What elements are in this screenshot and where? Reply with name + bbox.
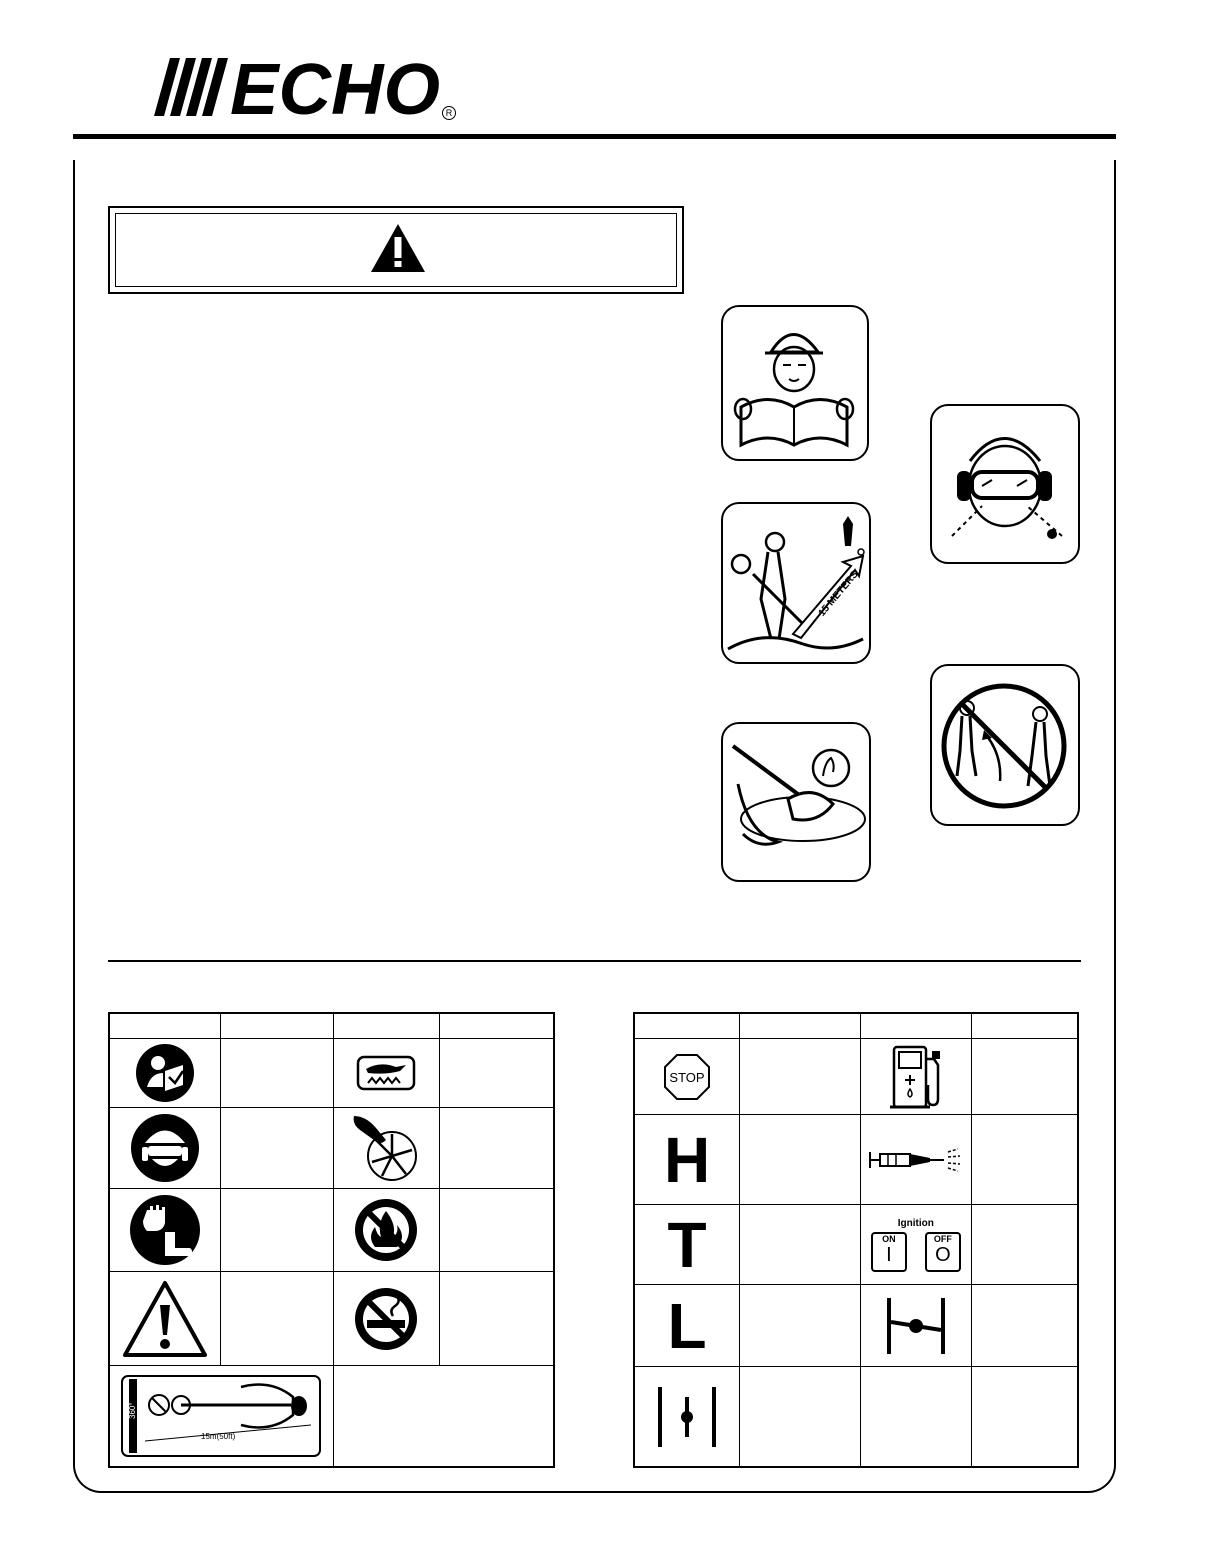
table-row: [634, 1039, 1078, 1115]
stop-label: STOP: [669, 1069, 705, 1085]
table-row: [634, 1285, 1078, 1367]
table-row: [634, 1115, 1078, 1205]
helmet-goggles-icon: [130, 1113, 200, 1183]
ignition-title: Ignition: [897, 1217, 934, 1229]
read-manual-icon: [135, 1043, 195, 1103]
grease-gun-icon: [866, 1148, 966, 1172]
ignition-off-label: OFF: [933, 1233, 952, 1244]
table-row: [109, 1188, 554, 1271]
no-bystanders-pictogram-icon: [930, 664, 1080, 826]
table-row: [109, 1039, 554, 1108]
ignition-on-label: ON: [882, 1233, 896, 1244]
brand-name: ECHO: [230, 52, 440, 122]
table-header-row: [109, 1013, 554, 1039]
letter-h-icon: H: [663, 1123, 711, 1196]
right-symbol-table: [633, 1012, 1079, 1468]
hand-rotating-blade-icon: [350, 1112, 422, 1184]
distance-360-symbol-icon: [121, 1375, 321, 1457]
keep-hands-away-pictogram-icon: [721, 722, 871, 882]
no-smoking-icon: [353, 1286, 419, 1352]
section-rule: [108, 960, 1081, 962]
fifteen-meters-distance-pictogram-icon: [721, 502, 871, 664]
registered-mark: R: [442, 106, 456, 120]
hand-blade-icon: [356, 1055, 416, 1091]
table-header-row: [634, 1013, 1078, 1039]
read-manual-pictogram-icon: [721, 305, 869, 461]
stop-sign-icon: [663, 1053, 711, 1101]
table-row: [109, 1271, 554, 1366]
distance-label: 15 METERS: [816, 569, 861, 619]
ignition-off-symbol: O: [935, 1243, 951, 1266]
choke-closed-icon: [883, 1296, 949, 1356]
table-row: [109, 1366, 554, 1467]
eye-ear-protection-pictogram-icon: [930, 404, 1080, 564]
table-row: [634, 1205, 1078, 1285]
gloves-boots-icon: [129, 1194, 201, 1266]
choke-open-icon: [652, 1385, 722, 1449]
letter-l-icon: L: [667, 1289, 707, 1362]
letter-t-icon: T: [667, 1208, 707, 1281]
angle-label: 360°: [128, 1402, 138, 1420]
fuel-pump-icon: [888, 1043, 944, 1111]
ignition-switch-icon: [871, 1218, 961, 1272]
warning-triangle-icon: [122, 1280, 208, 1358]
echo-logo: [150, 52, 450, 122]
ignition-on-symbol: I: [886, 1243, 892, 1266]
ignition-on-box: [871, 1232, 907, 1272]
ignition-off-box: [925, 1232, 961, 1272]
header-rule: [73, 134, 1116, 139]
table-row: [634, 1367, 1078, 1467]
left-symbol-table: [108, 1012, 555, 1468]
warning-triangle-icon: [369, 222, 427, 274]
table-row: [109, 1107, 554, 1188]
no-fire-icon: [353, 1197, 419, 1263]
distance-label: 15m(50ft): [201, 1432, 236, 1442]
